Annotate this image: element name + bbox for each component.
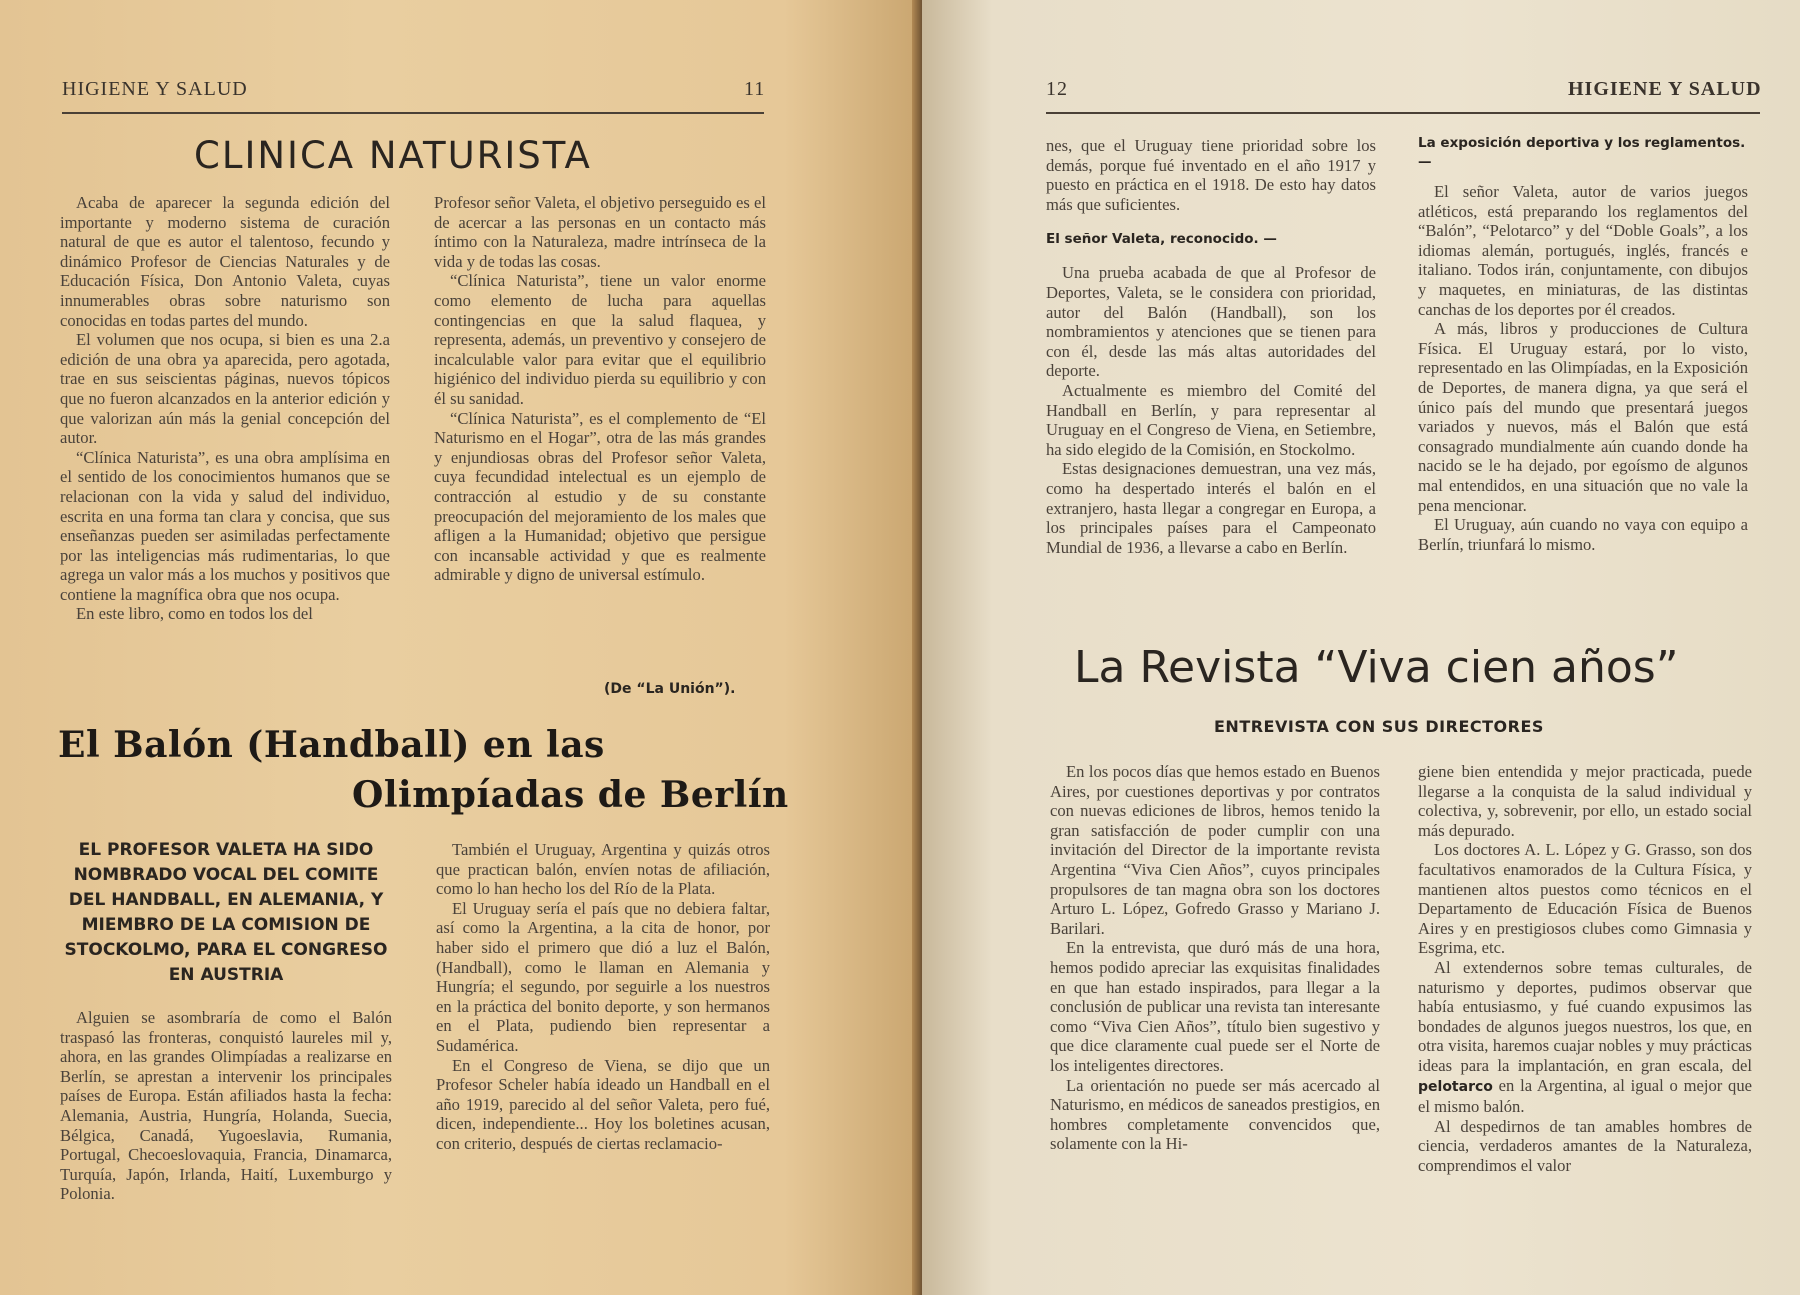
article-subtitle: ENTREVISTA CON SUS DIRECTORES [1214, 717, 1544, 736]
paragraph: En el Congreso de Viena, se dijo que un Profesor Scheler había ideado un Handball en el año 1919, parecido al del señor Valeta, pero fué, dicen, independiente... Hoy los boletines acusan, con criterio, después de ciertas reclamacio- [436, 1055, 770, 1153]
paragraph: El Uruguay sería el país que no debiera faltar, así como la Argentina, a la cita de honor, por haber sido el primero que dió a luz el Balón, (Handball), como le llaman en Alemania y Hungría; el segundo, por seguirle a los nuestros en la práctica del bonito deporte, y son hermanos en el Plata, pudiendo bien representar a Sudamérica. [436, 898, 770, 1055]
paragraph: Acaba de aparecer la segunda edición del importante y moderno sistema de curación natural de que es autor el talentoso, fecundo y dinámico Profesor de Ciencias Naturales y de Educación Física, Don Antonio Valeta, cuyas innumerables obras sobre naturismo son conocidas en todas partes del mundo. [60, 193, 390, 330]
running-head: HIGIENE Y SALUD [62, 78, 248, 100]
paragraph: Los doctores A. L. López y G. Grasso, son dos facultativos enamorados de la Cultura Física, y mantienen altos puestos como técnicos en el Departamento de Educación Física de Buenos Aires y en prestigiosos clubes como Gimnasia y Esgrima, etc. [1418, 840, 1752, 958]
article-title: CLINICA NATURISTA [194, 134, 592, 177]
paragraph: El volumen que nos ocupa, si bien es una 2.a edición de una obra ya aparecida, pero agotada, trae en sus seiscientas páginas, nuevos tópicos que no fueron alcanzados en la anterior edición y que valorizan aún más la genial concepción del autor. [60, 330, 390, 448]
running-head: HIGIENE Y SALUD [1568, 78, 1762, 100]
paragraph: Al despedirnos de tan amables hombres de ciencia, verdaderos amantes de la Naturaleza, comprendimos el valor [1418, 1116, 1752, 1175]
paragraph: Una prueba acabada de que al Profesor de Deportes, Valeta, se le considera con prioridad, autor del Balón (Handball), son los nombramientos y atenciones que se tienen para con él, desde las más altas autoridades del deporte. [1046, 263, 1376, 381]
article-column [60, 193, 390, 624]
paragraph: nes, que el Uruguay tiene prioridad sobre los demás, porque fué inventado en el año 1917 y puesto en práctica en el 1918. De esto hay datos más que suficientes. [1046, 136, 1376, 214]
paragraph: “Clínica Naturista”, es el complemento de “El Naturismo en el Hogar”, otra de las más grandes y enjundiosas obras del Profesor señor Valeta, cuya fecundidad intelectual es un ejemplo de contracción al estudio y de su constante preocupación del mejoramiento de los males que afligen a la Humanidad; objetivo que persigue con incansable actividad y que es realmente admirable y digno de universal estímulo. [434, 408, 766, 585]
article-column [60, 1008, 392, 1204]
paragraph: A más, libros y producciones de Cultura Física. El Uruguay estará, por lo visto, representado en las Olimpíadas, en la Exposición de Deportes, de manera digna, ya que será el único país del mundo que presentará juegos variados y nuevos, más el Balón que está consagrado mundialmente aún cuando donde ha nacido se le ha dejado, por egoísmo de algunos mal entendidos, en una situación que no vale la pena mencionar. [1418, 319, 1748, 515]
emphasized-word: pelotarco [1418, 1078, 1493, 1095]
page-number: 12 [1046, 78, 1068, 100]
paragraph: “Clínica Naturista”, tiene un valor enorme como elemento de lucha para aquellas contingencias en que la salud flaquea, y representa, además, un preventivo y consejero de incalculable valor para evitar que el equilibrio higiénico del individuo pierda su equilibrio y con él su sanidad. [434, 271, 766, 408]
paragraph: El señor Valeta, autor de varios juegos atléticos, está preparando los reglamentos del “Balón”, “Pelotarco” y del “Doble Goals”, a los idiomas alemán, portugués, inglés, francés e italiano. Todos irán, conjuntamente, con dibujos y maquetes, en miniaturas, de las distintas canchas de los deportes por él creados. [1418, 182, 1748, 319]
paragraph: Profesor señor Valeta, el objetivo perseguido es el de acercar a las personas en un contacto más íntimo con la Naturaleza, madre intrínseca de la vida y de todas las cosas. [434, 193, 766, 271]
section-heading: El señor Valeta, reconocido. — [1046, 231, 1277, 248]
text-run: en la Argentina, al igual o mejor que el mismo balón. [1418, 1075, 1752, 1117]
paragraph: En los pocos días que hemos estado en Buenos Aires, por cuestiones deportivas y por contratos con nuevas ediciones de libros, hemos tenido la gran satisfacción de poder cumplir con una invitación del Director de la importante revista Argentina “Viva Cien Años”, cuyos principales propulsores de tan magna obra son los doctores Arturo L. López, Gofredo Grasso y Mariano J. Barilari. [1050, 762, 1380, 938]
section-heading: La exposición deportiva y los reglamentos. — [1418, 135, 1746, 170]
paragraph: Estas designaciones demuestran, una vez más, como ha despertado interés el balón en el extranjero, hasta llegar a congregar en Europa, a los principales países para el Campeonato Mundial de 1936, a llevarse a cabo en Berlín. [1046, 459, 1376, 557]
paragraph: Actualmente es miembro del Comité del Handball en Berlín, y para representar al Uruguay en el Congreso de Viena, en Setiembre, ha sido elegido de la Comisión, en Stockolmo. [1046, 380, 1376, 459]
paragraph: También el Uruguay, Argentina y quizás otros que practican balón, envíen notas de afiliación, como lo han hecho los del Río de la Plata. [436, 840, 770, 899]
article-column [1050, 762, 1380, 1154]
article-column [436, 840, 770, 1154]
header-rule [62, 112, 764, 114]
paragraph: Alguien se asombraría de como el Balón traspasó las fronteras, conquistó laureles mil y, ahora, en las grandes Olimpíadas a realizarse en Berlín, se aprestan a intervenir los principales países de Europa. Están afiliados hasta la fecha: Alemania, Austria, Hungría, Holanda, Suecia, Bélgica, Canadá, Yugoeslavia, Rumania, Portugal, Checoeslovaquia, Francia, Dinamarca, Turquía, Japón, Irlanda, Haití, Luxemburgo y Polonia. [60, 1008, 392, 1204]
paragraph: En la entrevista, que duró más de una hora, hemos podido apreciar las exquisitas finalidades en que han estado inspirados, para llegar a la conclusión de publicar una revista tan interesante como “Viva Cien Años”, título bien sugestivo y que dice claramente cual puede ser el Norte de los inteligentes directores. [1050, 938, 1380, 1075]
paragraph [1418, 958, 1752, 1117]
article-subheading: EL PROFESOR VALETA HA SIDO NOMBRADO VOCAL DEL COMITE DEL HANDBALL, EN ALEMANIA, Y MIEMBRO DE LA COMISION DE STOCKOLMO, PARA EL CONGRESO EN AUSTRIA [64, 840, 388, 985]
article-title-line-1: El Balón (Handball) en las [58, 724, 605, 766]
right-page [922, 0, 1800, 1295]
paragraph: En este libro, como en todos los del [76, 604, 313, 624]
article-attribution: (De “La Unión”). [604, 681, 736, 697]
paragraph: La orientación no puede ser más acercado al Naturismo, en médicos de saneados prestigios, en hombres completamente convencidos que, solamente con la Hi- [1050, 1075, 1380, 1154]
paragraph: giene bien entendida y mejor practicada, puede llegarse a la conquista de la salud individual y colectiva, y, sobrevenir, por ello, un estado social más depurado. [1418, 762, 1752, 840]
article-title: La Revista “Viva cien años” [1074, 642, 1679, 693]
article-column [434, 193, 766, 585]
header-rule [1046, 112, 1760, 114]
paragraph: El Uruguay, aún cuando no vaya con equipo a Berlín, triunfará lo mismo. [1418, 515, 1748, 554]
paragraph: “Clínica Naturista”, es una obra amplísima en el sentido de los conocimientos humanos que se relacionan con la vida y salud del individuo, escrita en una forma tan clara y concisa, que sus enseñanzas pueden ser asimiladas perfectamente por las inteligencias más rudimentarias, lo que agrega un valor más a los muchos y positivos que contiene la magnífica obra que nos ocupa. [60, 447, 390, 604]
article-column [1418, 762, 1752, 1175]
article-column [1418, 134, 1748, 554]
page-number: 11 [744, 78, 766, 100]
text-run: Al extendernos sobre temas culturales, de naturismo y deportes, pudimos observar que había entusiasmo, y fué cuando expusimos las bondades de algunos juegos nuestros, los que, en otra visita, haremos cuajar nobles y muy prácticas ideas para la implantación, en gran escala, del [1418, 957, 1752, 1075]
article-title-line-2: Olimpíadas de Berlín [352, 774, 789, 816]
article-column [1046, 136, 1376, 557]
